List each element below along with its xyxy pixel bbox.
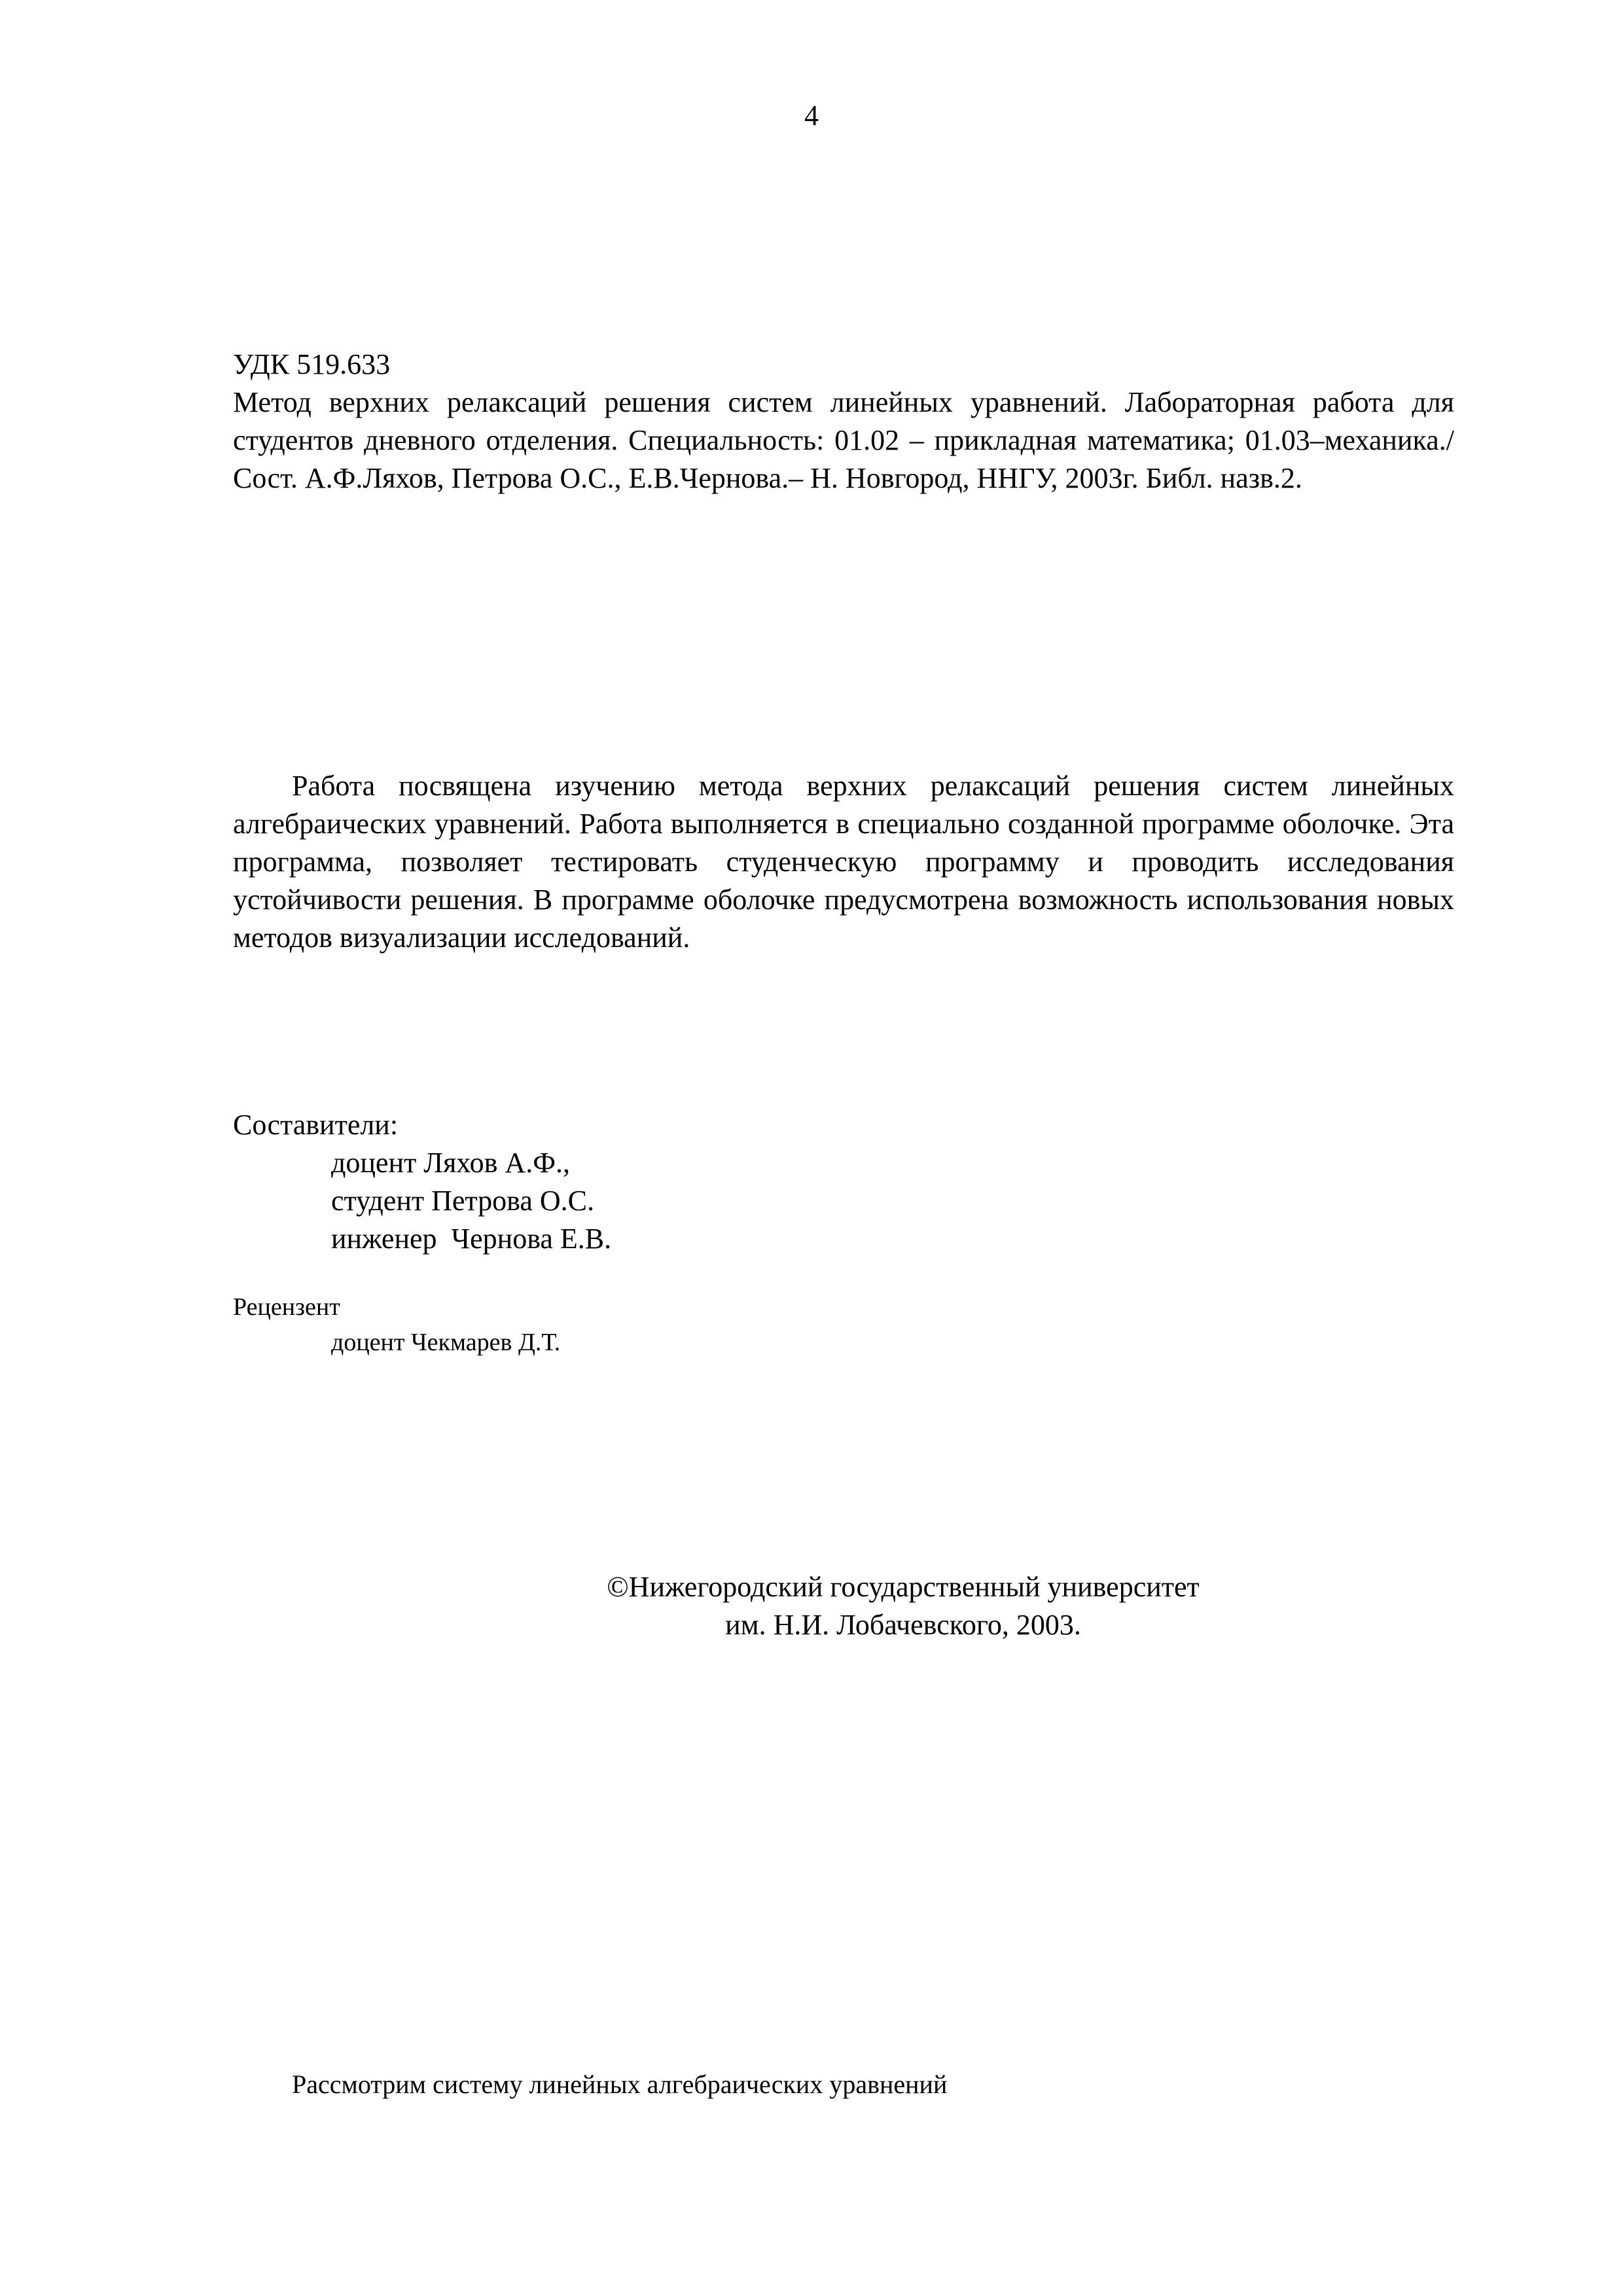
copyright-line-2: им. Н.И. Лобачевского, 2003. (725, 1609, 1081, 1641)
udk-description: Метод верхних релаксаций решения систем линейных уравнений. Лабораторная работа для студентов дневного отделения. Специальность: 01.02 – прикладная математика; 01.03–механика./Сост. А.Ф.Ляхов, Петрова О.С., Е.В.Чернова.– Н. Новгород, ННГУ, 2003г. Библ. назв.2. (233, 386, 1454, 494)
udk-section (233, 346, 1454, 497)
author-item: инженер Чернова Е.В. (331, 1223, 612, 1255)
copyright-line-1: ©Нижегородский государственный университет (607, 1571, 1200, 1603)
udk-code: УДК 519.633 (233, 348, 391, 380)
author-item: доцент Ляхов А.Ф., (331, 1147, 570, 1179)
reviewer-heading: Рецензент (233, 1293, 340, 1321)
continuation-text: Рассмотрим систему линейных алгебраических уравнений (292, 2070, 948, 2099)
reviewer-section (233, 1289, 1018, 1360)
authors-section (233, 1106, 1018, 1258)
authors-heading: Составители: (233, 1109, 399, 1141)
reviewer-name: доцент Чекмарев Д.Т. (331, 1329, 561, 1356)
copyright-notice (576, 1568, 1230, 1644)
page-number: 4 (804, 99, 819, 132)
author-item: студент Петрова О.С. (331, 1185, 595, 1217)
abstract-paragraph: Работа посвящена изучению метода верхних релаксаций решения систем линейных алгебраических уравнений. Работа выполняется в специально созданной программе оболочке. Эта программа, позволяет тестировать студенческую программу и проводить исследования устойчивости решения. В программе оболочке предусмотрена возможность использования новых методов визуализации исследований. (233, 770, 1454, 954)
